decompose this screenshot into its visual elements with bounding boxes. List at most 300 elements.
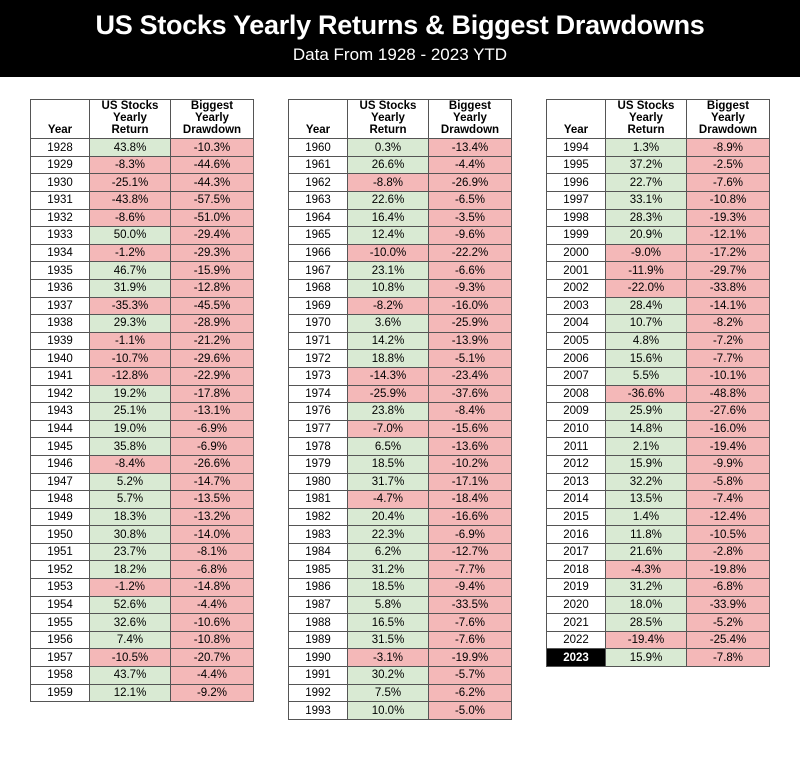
cell-biggest-drawdown: -44.6% <box>171 156 254 174</box>
table-row <box>547 579 770 597</box>
table-row <box>547 174 770 192</box>
column-header-drawdown-line3: Drawdown <box>698 124 758 137</box>
cell-biggest-drawdown: -10.3% <box>171 139 254 157</box>
cell-year: 1957 <box>31 649 90 667</box>
cell-year: 1945 <box>31 438 90 456</box>
table-row <box>31 667 254 685</box>
column-header-year: Year <box>31 100 90 139</box>
cell-biggest-drawdown: -19.4% <box>687 438 770 456</box>
column-header-drawdown <box>171 100 254 139</box>
cell-yearly-return: -25.1% <box>90 174 171 192</box>
cell-biggest-drawdown: -12.8% <box>171 279 254 297</box>
cell-year: 2017 <box>547 543 606 561</box>
table-row <box>547 227 770 245</box>
cell-biggest-drawdown: -14.0% <box>171 526 254 544</box>
cell-yearly-return: 37.2% <box>606 156 687 174</box>
column-header-return-line3: Return <box>627 124 665 137</box>
cell-yearly-return: 7.4% <box>90 631 171 649</box>
table-row <box>289 614 512 632</box>
table-row <box>547 403 770 421</box>
cell-biggest-drawdown: -29.3% <box>171 244 254 262</box>
cell-yearly-return: 5.2% <box>90 473 171 491</box>
cell-yearly-return: 28.3% <box>606 209 687 227</box>
cell-yearly-return: -1.2% <box>90 579 171 597</box>
cell-year: 1933 <box>31 227 90 245</box>
cell-year: 2022 <box>547 631 606 649</box>
cell-yearly-return: -25.9% <box>348 385 429 403</box>
table-row <box>289 367 512 385</box>
cell-biggest-drawdown: -7.6% <box>429 614 512 632</box>
cell-year: 1983 <box>289 526 348 544</box>
cell-biggest-drawdown: -4.4% <box>429 156 512 174</box>
cell-yearly-return: 33.1% <box>606 192 687 210</box>
cell-yearly-return: 15.6% <box>606 350 687 368</box>
cell-yearly-return: 23.8% <box>348 403 429 421</box>
cell-biggest-drawdown: -48.8% <box>687 385 770 403</box>
cell-biggest-drawdown: -6.9% <box>429 526 512 544</box>
table-row <box>289 192 512 210</box>
cell-biggest-drawdown: -10.6% <box>171 614 254 632</box>
table-row <box>547 367 770 385</box>
cell-yearly-return: -10.0% <box>348 244 429 262</box>
cell-year: 2013 <box>547 473 606 491</box>
table-row <box>547 350 770 368</box>
cell-yearly-return: -3.1% <box>348 649 429 667</box>
cell-biggest-drawdown: -13.6% <box>429 438 512 456</box>
column-header-return <box>348 100 429 139</box>
table-row <box>547 561 770 579</box>
cell-biggest-drawdown: -44.3% <box>171 174 254 192</box>
column-header-drawdown-line1: Biggest <box>190 100 234 113</box>
table-body-1 <box>31 139 254 702</box>
table-row <box>289 543 512 561</box>
table-row <box>289 227 512 245</box>
cell-biggest-drawdown: -6.9% <box>171 420 254 438</box>
cell-yearly-return: 7.5% <box>348 684 429 702</box>
table-row <box>31 543 254 561</box>
cell-biggest-drawdown: -16.6% <box>429 508 512 526</box>
cell-year: 1971 <box>289 332 348 350</box>
cell-biggest-drawdown: -33.8% <box>687 279 770 297</box>
cell-year: 1929 <box>31 156 90 174</box>
cell-biggest-drawdown: -14.1% <box>687 297 770 315</box>
column-header-return-line2: Yearly <box>629 112 663 125</box>
returns-table-2 <box>288 99 512 720</box>
table-row <box>289 561 512 579</box>
cell-yearly-return: 31.2% <box>606 579 687 597</box>
cell-year: 1941 <box>31 367 90 385</box>
cell-yearly-return: -11.9% <box>606 262 687 280</box>
cell-year: 1980 <box>289 473 348 491</box>
cell-biggest-drawdown: -5.2% <box>687 614 770 632</box>
table-row <box>31 455 254 473</box>
table-row <box>31 526 254 544</box>
table-row <box>547 543 770 561</box>
table-row <box>547 473 770 491</box>
cell-year: 1976 <box>289 403 348 421</box>
cell-biggest-drawdown: -8.1% <box>171 543 254 561</box>
table-row <box>289 420 512 438</box>
table-row <box>31 297 254 315</box>
cell-yearly-return: 31.9% <box>90 279 171 297</box>
cell-biggest-drawdown: -5.0% <box>429 702 512 720</box>
cell-year: 1993 <box>289 702 348 720</box>
cell-biggest-drawdown: -15.9% <box>171 262 254 280</box>
cell-year: 1974 <box>289 385 348 403</box>
cell-yearly-return: -7.0% <box>348 420 429 438</box>
cell-year: 1955 <box>31 614 90 632</box>
column-header-drawdown <box>687 100 770 139</box>
cell-biggest-drawdown: -17.1% <box>429 473 512 491</box>
cell-biggest-drawdown: -8.9% <box>687 139 770 157</box>
table-body-2 <box>289 139 512 720</box>
cell-year: 1991 <box>289 667 348 685</box>
table-row <box>547 455 770 473</box>
table-row <box>289 315 512 333</box>
column-header-return-line1: US Stocks <box>101 100 159 113</box>
cell-year: 1942 <box>31 385 90 403</box>
table-row <box>31 631 254 649</box>
cell-year: 1932 <box>31 209 90 227</box>
cell-year: 1977 <box>289 420 348 438</box>
cell-year: 1968 <box>289 279 348 297</box>
cell-yearly-return: 25.1% <box>90 403 171 421</box>
cell-year: 1949 <box>31 508 90 526</box>
cell-yearly-return: 11.8% <box>606 526 687 544</box>
cell-yearly-return: 4.8% <box>606 332 687 350</box>
cell-biggest-drawdown: -33.9% <box>687 596 770 614</box>
table-row <box>289 438 512 456</box>
cell-year: 1997 <box>547 192 606 210</box>
cell-year: 1987 <box>289 596 348 614</box>
cell-year: 1954 <box>31 596 90 614</box>
table-row <box>31 174 254 192</box>
table-row <box>547 297 770 315</box>
cell-year: 2006 <box>547 350 606 368</box>
table-row <box>31 315 254 333</box>
cell-biggest-drawdown: -17.2% <box>687 244 770 262</box>
cell-biggest-drawdown: -22.9% <box>171 367 254 385</box>
cell-year: 1984 <box>289 543 348 561</box>
column-header-return-line3: Return <box>369 124 407 137</box>
cell-yearly-return: 12.1% <box>90 684 171 702</box>
column-header-return <box>606 100 687 139</box>
cell-yearly-return: -14.3% <box>348 367 429 385</box>
table-row <box>289 279 512 297</box>
table-row <box>31 614 254 632</box>
cell-yearly-return: 6.5% <box>348 438 429 456</box>
cell-yearly-return: 43.7% <box>90 667 171 685</box>
table-row <box>547 649 770 667</box>
cell-year: 1965 <box>289 227 348 245</box>
cell-biggest-drawdown: -6.8% <box>171 561 254 579</box>
cell-year: 1960 <box>289 139 348 157</box>
cell-yearly-return: 20.4% <box>348 508 429 526</box>
cell-year: 2011 <box>547 438 606 456</box>
cell-year: 2007 <box>547 367 606 385</box>
table-row <box>289 455 512 473</box>
table-row <box>31 192 254 210</box>
cell-biggest-drawdown: -5.8% <box>687 473 770 491</box>
table-row <box>547 244 770 262</box>
cell-yearly-return: 19.0% <box>90 420 171 438</box>
cell-year: 1979 <box>289 455 348 473</box>
cell-year: 1963 <box>289 192 348 210</box>
table-row <box>289 702 512 720</box>
cell-year: 1939 <box>31 332 90 350</box>
table-body-3 <box>547 139 770 667</box>
table-row <box>289 174 512 192</box>
cell-yearly-return: 6.2% <box>348 543 429 561</box>
cell-yearly-return: 16.4% <box>348 209 429 227</box>
cell-year: 1947 <box>31 473 90 491</box>
cell-year: 1966 <box>289 244 348 262</box>
cell-biggest-drawdown: -25.4% <box>687 631 770 649</box>
cell-yearly-return: 5.8% <box>348 596 429 614</box>
table-row <box>31 332 254 350</box>
cell-year: 2001 <box>547 262 606 280</box>
cell-yearly-return: 1.4% <box>606 508 687 526</box>
column-header-year: Year <box>289 100 348 139</box>
cell-yearly-return: 12.4% <box>348 227 429 245</box>
cell-yearly-return: 15.9% <box>606 649 687 667</box>
cell-biggest-drawdown: -4.4% <box>171 667 254 685</box>
cell-yearly-return: 16.5% <box>348 614 429 632</box>
cell-yearly-return: -22.0% <box>606 279 687 297</box>
table-row <box>547 192 770 210</box>
cell-biggest-drawdown: -10.1% <box>687 367 770 385</box>
page-subtitle: Data From 1928 - 2023 YTD <box>292 45 508 65</box>
cell-yearly-return: 14.8% <box>606 420 687 438</box>
table-row <box>31 227 254 245</box>
table-row <box>289 403 512 421</box>
cell-yearly-return: 18.2% <box>90 561 171 579</box>
table-row <box>289 649 512 667</box>
column-header-drawdown-line1: Biggest <box>706 100 750 113</box>
cell-year: 1952 <box>31 561 90 579</box>
cell-biggest-drawdown: -7.7% <box>687 350 770 368</box>
cell-yearly-return: -19.4% <box>606 631 687 649</box>
cell-biggest-drawdown: -7.2% <box>687 332 770 350</box>
cell-yearly-return: 10.0% <box>348 702 429 720</box>
cell-biggest-drawdown: -7.8% <box>687 649 770 667</box>
column-header-return-line3: Return <box>111 124 149 137</box>
cell-biggest-drawdown: -12.7% <box>429 543 512 561</box>
table-header-2 <box>289 100 512 139</box>
cell-biggest-drawdown: -8.2% <box>687 315 770 333</box>
cell-biggest-drawdown: -22.2% <box>429 244 512 262</box>
tables-container <box>0 77 800 720</box>
cell-biggest-drawdown: -5.1% <box>429 350 512 368</box>
cell-biggest-drawdown: -19.3% <box>687 209 770 227</box>
cell-yearly-return: 0.3% <box>348 139 429 157</box>
cell-biggest-drawdown: -57.5% <box>171 192 254 210</box>
cell-year: 2015 <box>547 508 606 526</box>
cell-biggest-drawdown: -12.4% <box>687 508 770 526</box>
cell-year: 1990 <box>289 649 348 667</box>
cell-year: 1938 <box>31 315 90 333</box>
cell-yearly-return: -8.2% <box>348 297 429 315</box>
cell-year: 2018 <box>547 561 606 579</box>
chart-header <box>0 0 800 77</box>
column-header-drawdown-line1: Biggest <box>448 100 492 113</box>
cell-biggest-drawdown: -19.9% <box>429 649 512 667</box>
cell-year: 1931 <box>31 192 90 210</box>
table-header-row <box>547 100 770 139</box>
cell-yearly-return: 26.6% <box>348 156 429 174</box>
cell-yearly-return: 21.6% <box>606 543 687 561</box>
table-row <box>31 350 254 368</box>
cell-biggest-drawdown: -26.6% <box>171 455 254 473</box>
cell-year: 1953 <box>31 579 90 597</box>
cell-yearly-return: 2.1% <box>606 438 687 456</box>
table-row <box>31 420 254 438</box>
cell-yearly-return: 43.8% <box>90 139 171 157</box>
cell-year: 1930 <box>31 174 90 192</box>
cell-yearly-return: -1.1% <box>90 332 171 350</box>
table-row <box>31 367 254 385</box>
cell-year: 2020 <box>547 596 606 614</box>
cell-yearly-return: 28.5% <box>606 614 687 632</box>
cell-year: 1935 <box>31 262 90 280</box>
cell-yearly-return: -36.6% <box>606 385 687 403</box>
cell-yearly-return: -12.8% <box>90 367 171 385</box>
cell-year: 1959 <box>31 684 90 702</box>
cell-biggest-drawdown: -13.1% <box>171 403 254 421</box>
cell-biggest-drawdown: -25.9% <box>429 315 512 333</box>
cell-yearly-return: 29.3% <box>90 315 171 333</box>
table-row <box>31 508 254 526</box>
cell-year: 1956 <box>31 631 90 649</box>
cell-yearly-return: 25.9% <box>606 403 687 421</box>
table-row <box>31 244 254 262</box>
cell-biggest-drawdown: -37.6% <box>429 385 512 403</box>
cell-year: 2016 <box>547 526 606 544</box>
table-row <box>289 385 512 403</box>
table-row <box>547 631 770 649</box>
cell-biggest-drawdown: -9.4% <box>429 579 512 597</box>
cell-biggest-drawdown: -6.8% <box>687 579 770 597</box>
table-row <box>31 279 254 297</box>
cell-yearly-return: 31.7% <box>348 473 429 491</box>
cell-biggest-drawdown: -9.3% <box>429 279 512 297</box>
table-row <box>289 491 512 509</box>
cell-year: 1948 <box>31 491 90 509</box>
cell-year: 2005 <box>547 332 606 350</box>
cell-yearly-return: 23.7% <box>90 543 171 561</box>
cell-yearly-return: -8.8% <box>348 174 429 192</box>
cell-year: 1973 <box>289 367 348 385</box>
cell-year: 1961 <box>289 156 348 174</box>
cell-biggest-drawdown: -20.7% <box>171 649 254 667</box>
cell-year: 1962 <box>289 174 348 192</box>
cell-yearly-return: 14.2% <box>348 332 429 350</box>
table-row <box>289 667 512 685</box>
cell-yearly-return: 13.5% <box>606 491 687 509</box>
cell-yearly-return: 46.7% <box>90 262 171 280</box>
cell-yearly-return: -8.4% <box>90 455 171 473</box>
cell-yearly-return: 20.9% <box>606 227 687 245</box>
cell-biggest-drawdown: -8.4% <box>429 403 512 421</box>
cell-year: 1936 <box>31 279 90 297</box>
cell-yearly-return: -10.7% <box>90 350 171 368</box>
cell-year: 1940 <box>31 350 90 368</box>
cell-year: 1992 <box>289 684 348 702</box>
cell-year: 1986 <box>289 579 348 597</box>
table-row <box>289 156 512 174</box>
cell-year: 1988 <box>289 614 348 632</box>
cell-yearly-return: 18.5% <box>348 579 429 597</box>
cell-year: 1964 <box>289 209 348 227</box>
table-row <box>31 139 254 157</box>
cell-biggest-drawdown: -6.6% <box>429 262 512 280</box>
table-row <box>31 491 254 509</box>
cell-biggest-drawdown: -28.9% <box>171 315 254 333</box>
column-header-drawdown <box>429 100 512 139</box>
table-row <box>547 209 770 227</box>
cell-biggest-drawdown: -6.5% <box>429 192 512 210</box>
table-row <box>547 139 770 157</box>
column-header-drawdown-line2: Yearly <box>195 112 229 125</box>
cell-biggest-drawdown: -17.8% <box>171 385 254 403</box>
cell-year: 1978 <box>289 438 348 456</box>
cell-yearly-return: 10.7% <box>606 315 687 333</box>
cell-year: 1970 <box>289 315 348 333</box>
cell-biggest-drawdown: -2.5% <box>687 156 770 174</box>
table-header-row <box>289 100 512 139</box>
cell-biggest-drawdown: -6.9% <box>171 438 254 456</box>
cell-biggest-drawdown: -16.0% <box>429 297 512 315</box>
table-row <box>31 579 254 597</box>
cell-yearly-return: 18.3% <box>90 508 171 526</box>
cell-year: 1946 <box>31 455 90 473</box>
cell-yearly-return: -8.3% <box>90 156 171 174</box>
table-row <box>547 596 770 614</box>
column-header-drawdown-line3: Drawdown <box>440 124 500 137</box>
table-row <box>289 139 512 157</box>
cell-yearly-return: -9.0% <box>606 244 687 262</box>
cell-yearly-return: 10.8% <box>348 279 429 297</box>
cell-yearly-return: -8.6% <box>90 209 171 227</box>
cell-yearly-return: 52.6% <box>90 596 171 614</box>
table-row <box>289 579 512 597</box>
cell-biggest-drawdown: -13.2% <box>171 508 254 526</box>
cell-biggest-drawdown: -9.2% <box>171 684 254 702</box>
table-row <box>289 332 512 350</box>
cell-biggest-drawdown: -13.9% <box>429 332 512 350</box>
cell-yearly-return: 18.0% <box>606 596 687 614</box>
cell-yearly-return: -35.3% <box>90 297 171 315</box>
cell-biggest-drawdown: -16.0% <box>687 420 770 438</box>
table-row <box>31 403 254 421</box>
cell-year: 2014 <box>547 491 606 509</box>
cell-year: 1934 <box>31 244 90 262</box>
cell-yearly-return: 1.3% <box>606 139 687 157</box>
cell-biggest-drawdown: -6.2% <box>429 684 512 702</box>
table-row <box>547 438 770 456</box>
table-row <box>547 156 770 174</box>
cell-yearly-return: 23.1% <box>348 262 429 280</box>
cell-year: 2004 <box>547 315 606 333</box>
cell-year: 1950 <box>31 526 90 544</box>
cell-biggest-drawdown: -13.5% <box>171 491 254 509</box>
cell-yearly-return: 15.9% <box>606 455 687 473</box>
cell-yearly-return: 30.2% <box>348 667 429 685</box>
cell-year: 2008 <box>547 385 606 403</box>
table-row <box>31 156 254 174</box>
cell-biggest-drawdown: -27.6% <box>687 403 770 421</box>
column-header-drawdown-line3: Drawdown <box>182 124 242 137</box>
